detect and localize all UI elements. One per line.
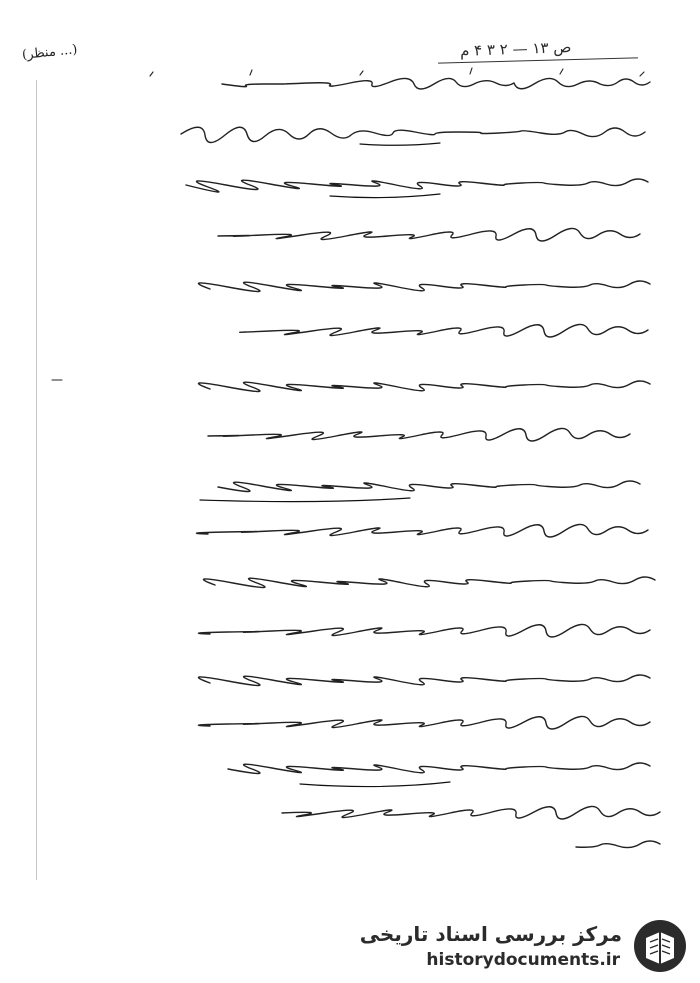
header-line: ص ۱۳ — ۲ ۳ ۴ م (459, 38, 572, 60)
handwriting-line-13 (198, 675, 650, 686)
corner-note: (منظر ...) (21, 42, 79, 63)
archive-logo-icon (632, 918, 688, 974)
handwriting-line-11 (203, 577, 655, 588)
handwriting-line-9 (200, 481, 640, 502)
handwriting-line-17 (576, 841, 660, 848)
handwriting-line-8 (208, 428, 630, 441)
handwriting-line-15 (228, 763, 650, 787)
handwriting-line-6 (240, 324, 648, 337)
handwriting-line-16 (282, 806, 660, 819)
handwriting-line-10 (196, 524, 648, 537)
handwriting-line-2 (181, 127, 645, 145)
archive-title: مرکز بررسی اسناد تاریخی (359, 922, 622, 946)
handwriting-line-3 (186, 179, 648, 198)
handwriting-line-12 (198, 624, 650, 637)
handwriting-line-1 (150, 68, 650, 89)
handwriting-line-5 (198, 281, 650, 292)
handwriting-line-7 (52, 380, 650, 392)
archive-url[interactable]: historydocuments.ir (426, 950, 620, 970)
handwriting-line-14 (198, 716, 650, 729)
handwriting-line-4 (218, 228, 640, 241)
